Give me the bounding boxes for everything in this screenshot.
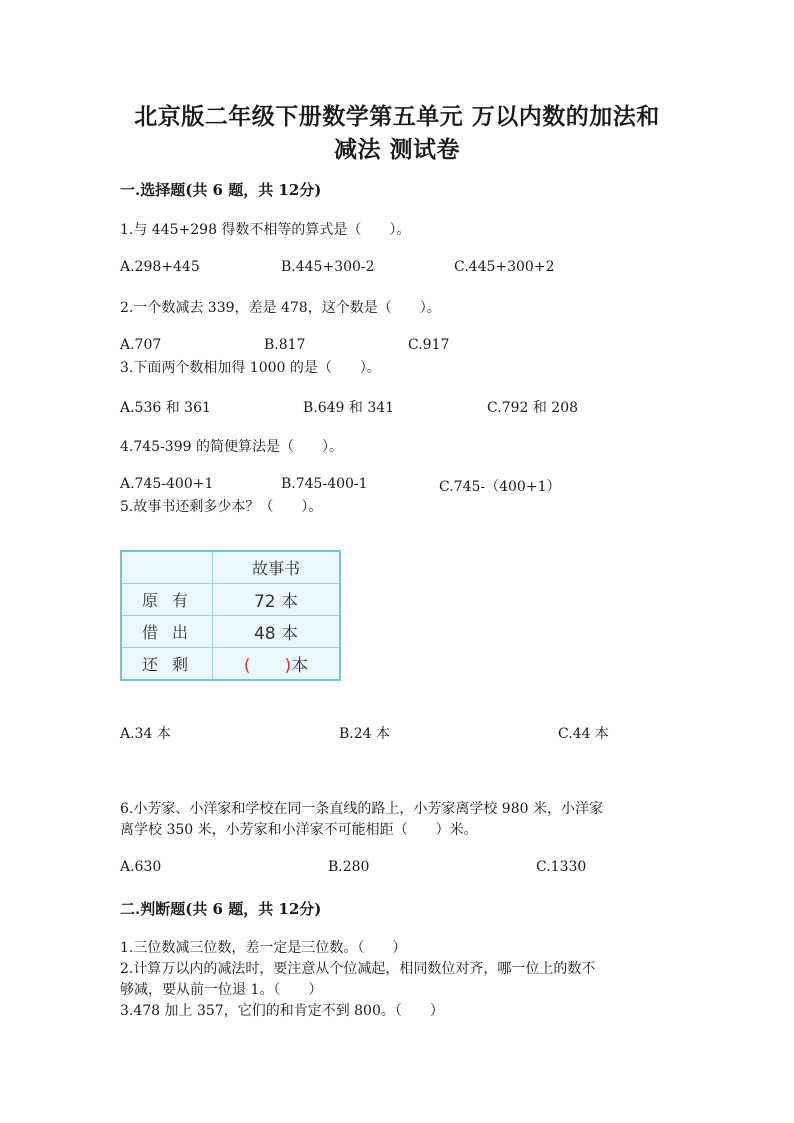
question-2-option-c: C.917 [408,337,450,353]
row-label-remaining: 还剩 [121,648,213,681]
table-row [121,616,340,648]
judgement-3: 3.478 加上 357，它们的和肯定不到 800。（ ） [120,1003,444,1019]
question-3-option-a: A.536 和 361 [120,400,211,416]
table-header-story-book: 故事书 [213,551,341,584]
row-label-original: 原有 [121,584,213,616]
question-2-stem: 2.一个数减去 339，差是 478，这个数是（ ）。 [120,300,441,316]
row-value-borrowed: 48 本 [213,616,341,648]
question-5-stem: 5.故事书还剩多少本？（ ）。 [120,499,323,515]
row-value-original: 72 本 [213,584,341,616]
question-4-option-b: B.745-400-1 [281,476,368,492]
row-value-remaining [213,648,341,681]
section-heading-choice: 一.选择题(共 6 题，共 12分) [120,181,322,199]
question-4-option-c: C.745-（400+1） [439,479,561,495]
question-3-option-b: B.649 和 341 [303,400,395,416]
judgement-2-line1: 2.计算万以内的减法时，要注意从个位减起，相同数位对齐，哪一位上的数不 [120,961,596,977]
table-row [121,648,340,681]
unit-label: 本 [291,656,309,676]
question-6-option-c: C.1330 [536,859,587,875]
question-5-option-b: B.24 本 [339,726,391,742]
question-5-option-c: C.44 本 [558,726,609,742]
page-title-line2: 减法 测试卷 [333,136,460,163]
question-6-stem-line2: 离学校 350 米，小芳家和小洋家不可能相距（ ）米。 [120,822,478,838]
question-1-option-b: B.445+300-2 [281,259,375,275]
question-4-stem: 4.745-399 的简便算法是（ ）。 [120,439,343,455]
question-5-option-a: A.34 本 [120,726,171,742]
question-6-stem-line1: 6.小芳家、小洋家和学校在同一条直线的路上，小芳家离学校 980 米，小洋家 [120,801,603,817]
question-6-option-a: A.630 [120,859,162,875]
table-row [121,551,340,584]
section-heading-judgement: 二.判断题(共 6 题，共 12分) [120,900,322,918]
question-3-stem: 3.下面两个数相加得 1000 的是（ ）。 [120,360,381,376]
table-row [121,584,340,616]
question-3-option-c: C.792 和 208 [487,400,579,416]
judgement-2-line2: 够减，要从前一位退 1。（ ） [120,982,323,998]
question-6-option-b: B.280 [328,859,370,875]
question-1-stem: 1.与 445+298 得数不相等的算式是（ ）。 [120,222,411,238]
story-book-table [120,550,341,681]
question-4-option-a: A.745-400+1 [120,476,214,492]
question-2-option-b: B.817 [264,337,306,353]
question-1-option-c: C.445+300+2 [454,259,555,275]
question-1-option-a: A.298+445 [120,259,200,275]
answer-blank-paren: ( ) [243,656,292,676]
page-title-line1: 北京版二年级下册数学第五单元 万以内数的加法和 [134,103,660,130]
question-2-option-a: A.707 [120,337,162,353]
row-label-borrowed: 借出 [121,616,213,648]
judgement-1: 1.三位数减三位数，差一定是三位数。（ ） [120,940,407,956]
table-corner-cell [121,551,213,584]
